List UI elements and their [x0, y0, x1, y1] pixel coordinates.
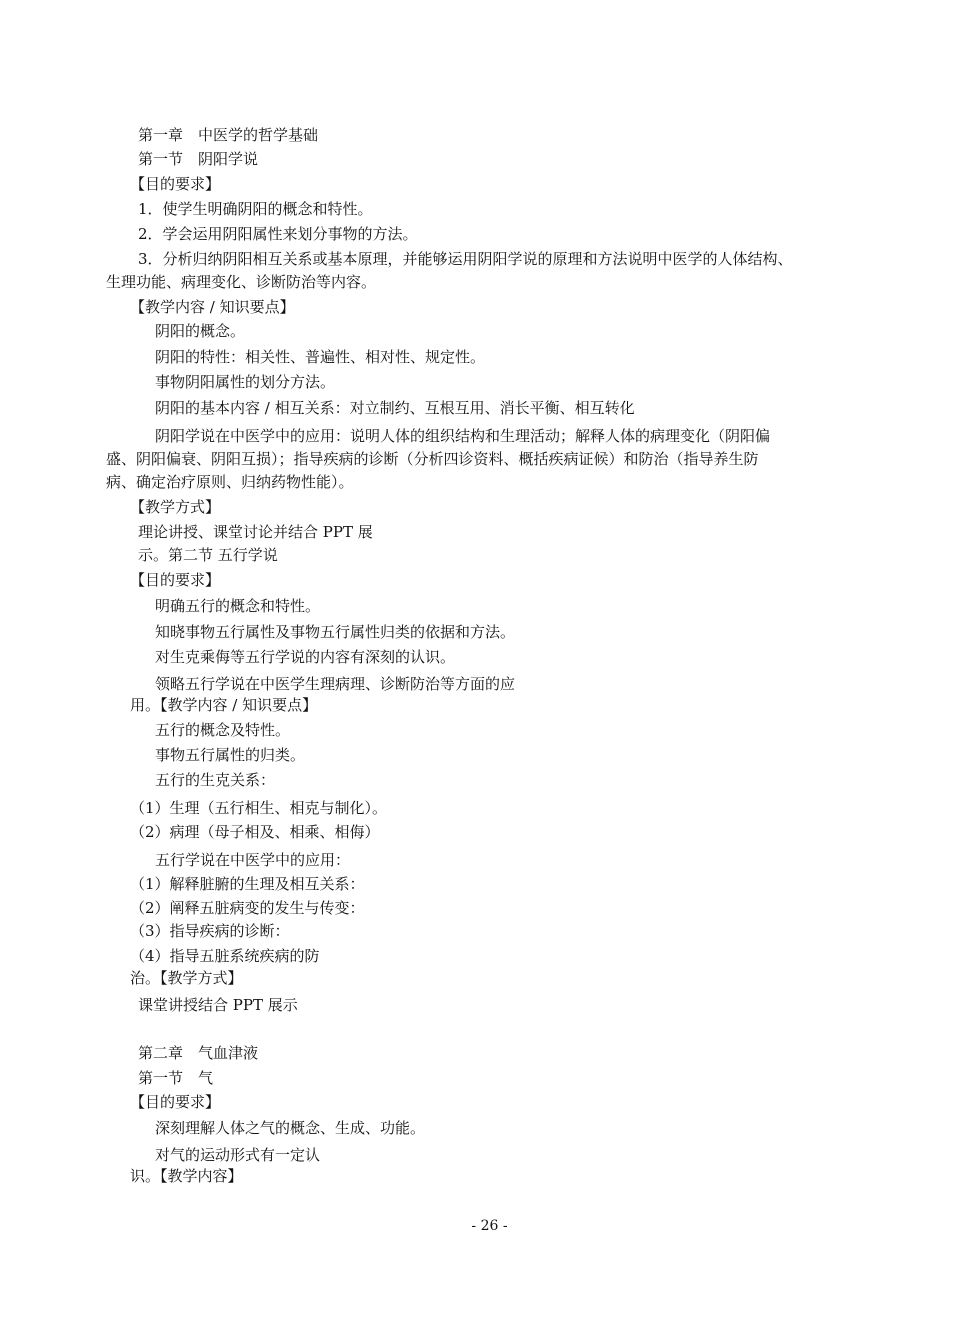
page-number: - 26 -: [471, 1218, 508, 1234]
text-line: 五行的生克关系：: [155, 771, 276, 789]
text-line: 领略五行学说在中医学生理病理、诊断防治等方面的应: [155, 675, 516, 693]
text-line: 识。【教学内容】: [130, 1167, 243, 1185]
text-line: 阴阳的基本内容 / 相互关系：对立制约、互根互用、消长平衡、相互转化: [155, 399, 635, 417]
text-line: 理论讲授、课堂讨论并结合 PPT 展: [138, 523, 373, 541]
text-line: 深刻理解人体之气的概念、生成、功能。: [155, 1119, 426, 1137]
text-line: 对生克乘侮等五行学说的内容有深刻的认识。: [155, 648, 456, 666]
text-line: 明确五行的概念和特性。: [155, 597, 321, 615]
text-line: 对气的运动形式有一定认: [155, 1146, 321, 1164]
text-line: 课堂讲授结合 PPT 展示: [138, 996, 298, 1014]
text-line: 3．分析归纳阴阳相互关系或基本原理，并能够运用阴阳学说的原理和方法说明中医学的人体结构、: [138, 250, 793, 268]
text-line: 五行的概念及特性。: [155, 721, 291, 739]
subsection-heading: 【目的要求】: [130, 1093, 221, 1111]
text-line: （1）生理（五行相生、相克与制化）。: [130, 799, 388, 817]
text-line: 用。【教学内容 / 知识要点】: [130, 696, 318, 714]
text-line: 2．学会运用阴阳属性来划分事物的方法。: [138, 225, 418, 243]
text-line: 病、确定治疗原则、归纳药物性能）。: [106, 473, 354, 491]
text-line: 1．使学生明确阴阳的概念和特性。: [138, 200, 373, 218]
text-line: 治。【教学方式】: [130, 969, 243, 987]
text-line: 事物阴阳属性的划分方法。: [155, 373, 336, 391]
subsection-heading: 【教学方式】: [130, 498, 221, 516]
text-line: 知晓事物五行属性及事物五行属性归类的依据和方法。: [155, 623, 516, 641]
text-line: 阴阳的概念。: [155, 322, 246, 340]
text-line: （4）指导五脏系统疾病的防: [130, 947, 320, 965]
text-line: 示。第二节 五行学说: [138, 546, 278, 564]
subsection-heading: 【目的要求】: [130, 175, 221, 193]
text-line: （2）阐释五脏病变的发生与传变：: [130, 899, 365, 917]
text-line: 盛、阴阳偏衰、阴阳互损）；指导疾病的诊断（分析四诊资料、概括疾病证候）和防治（指导养生防: [106, 450, 759, 468]
subsection-heading: 【目的要求】: [130, 571, 221, 589]
text-line: 五行学说在中医学中的应用：: [155, 851, 351, 869]
section-heading: 第一节 阴阳学说: [138, 150, 259, 168]
text-line: 阴阳学说在中医学中的应用：说明人体的组织结构和生理活动；解释人体的病理变化（阴阳偏: [155, 427, 771, 445]
text-line: 事物五行属性的归类。: [155, 746, 306, 764]
text-line: （3）指导疾病的诊断：: [130, 922, 290, 940]
text-line: 阴阳的特性：相关性、普遍性、相对性、规定性。: [155, 348, 486, 366]
text-line: （2）病理（母子相及、相乘、相侮）: [130, 823, 380, 841]
subsection-heading: 【教学内容 / 知识要点】: [130, 298, 295, 316]
chapter-heading: 第二章 气血津液: [138, 1044, 259, 1062]
text-line: （1）解释脏腑的生理及相互关系：: [130, 875, 365, 893]
text-line: 生理功能、病理变化、诊断防治等内容。: [106, 273, 377, 291]
section-heading: 第一节 气: [138, 1069, 214, 1087]
chapter-heading: 第一章 中医学的哲学基础: [138, 126, 319, 144]
